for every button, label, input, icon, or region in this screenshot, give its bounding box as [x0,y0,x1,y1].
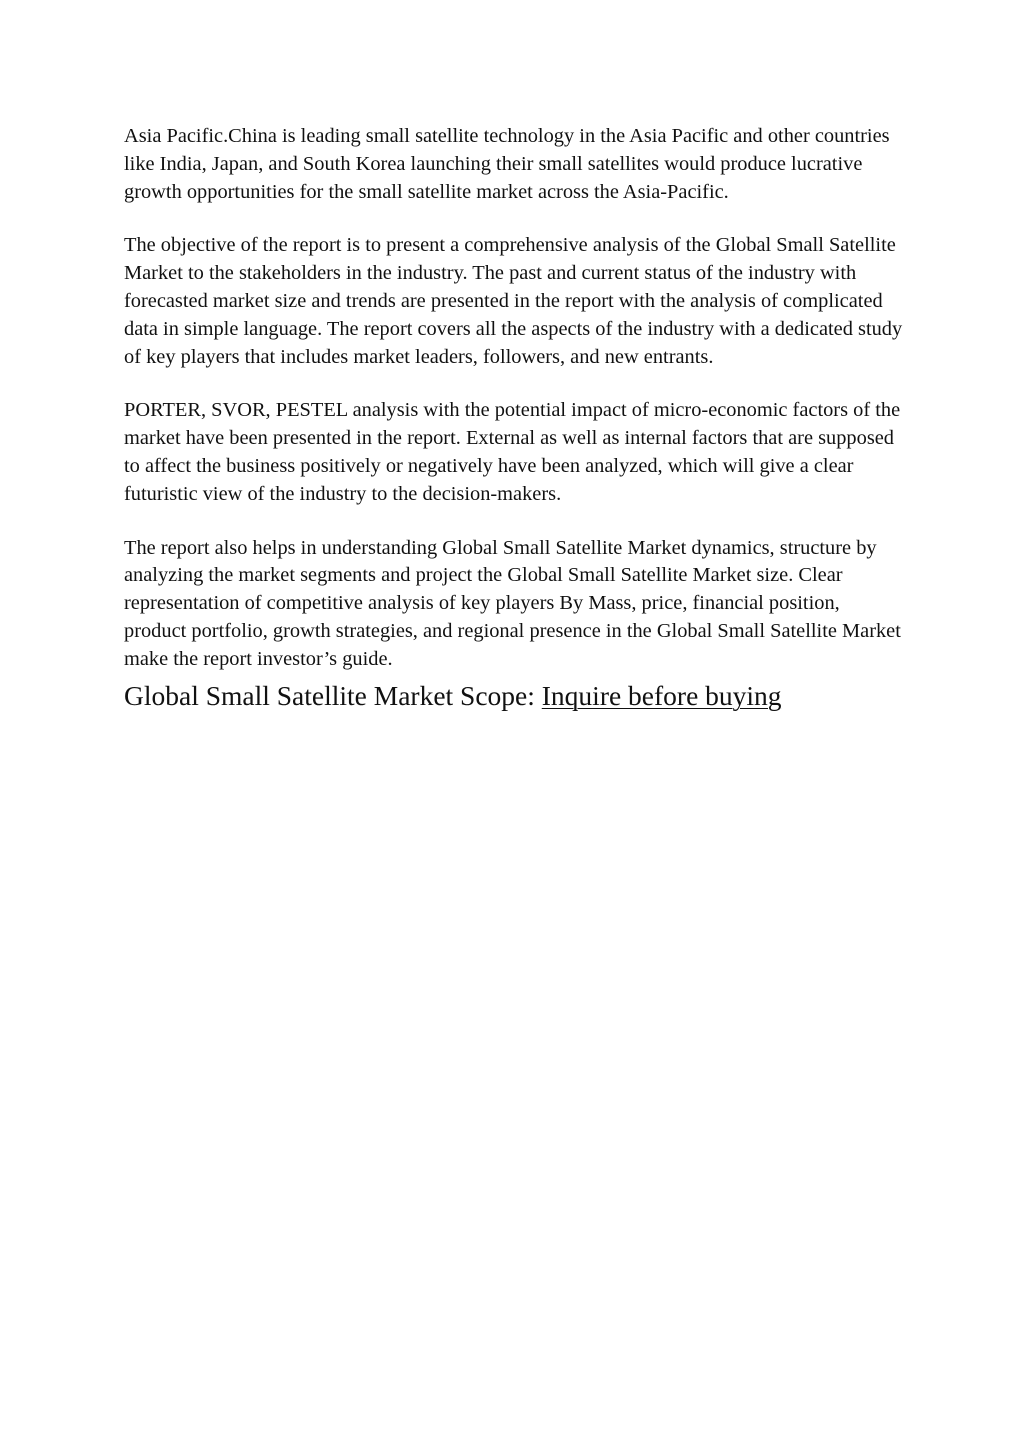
scope-heading-line [124,678,904,714]
scope-heading: Global Small Satellite Market Scope: [124,679,535,711]
document-body [124,123,904,714]
paragraph-market-dynamics: The report also helps in understanding Global Small Satellite Market dynamics, structure by analyzing the market segments and project the Global Small Satellite Market size. Clear representation of competitive analysis of key players By Mass, price, financial position, product portfolio, growth strategies, and regional presence in the Global Small Satellite Market make the report investor’s guide. [124,536,901,670]
paragraph-porter-analysis: PORTER, SVOR, PESTEL analysis with the potential impact of micro-economic factors of the market have been presented in the report. External as well as internal factors that are supposed to affect the business positively or negatively have been analyzed, which will give a clear futuristic view of the industry to the decision-makers. [124,399,901,505]
paragraph-asia-pacific: Asia Pacific.China is leading small satellite technology in the Asia Pacific and other countries like India, Japan, and South Korea launching their small satellites would produce lucrative growth opportunities for the small satellite market across the Asia-Pacific. [124,125,890,203]
paragraph-report-objective: The objective of the report is to present a comprehensive analysis of the Global Small Satellite Market to the stakeholders in the industry. The past and current status of the industry with forecasted market size and trends are presented in the report with the analysis of complicated data in simple language. The report covers all the aspects of the industry with a dedicated study of key players that includes market leaders, followers, and new entrants. [124,234,903,368]
inquire-before-buying-link[interactable]: Inquire before buying [541,679,782,711]
